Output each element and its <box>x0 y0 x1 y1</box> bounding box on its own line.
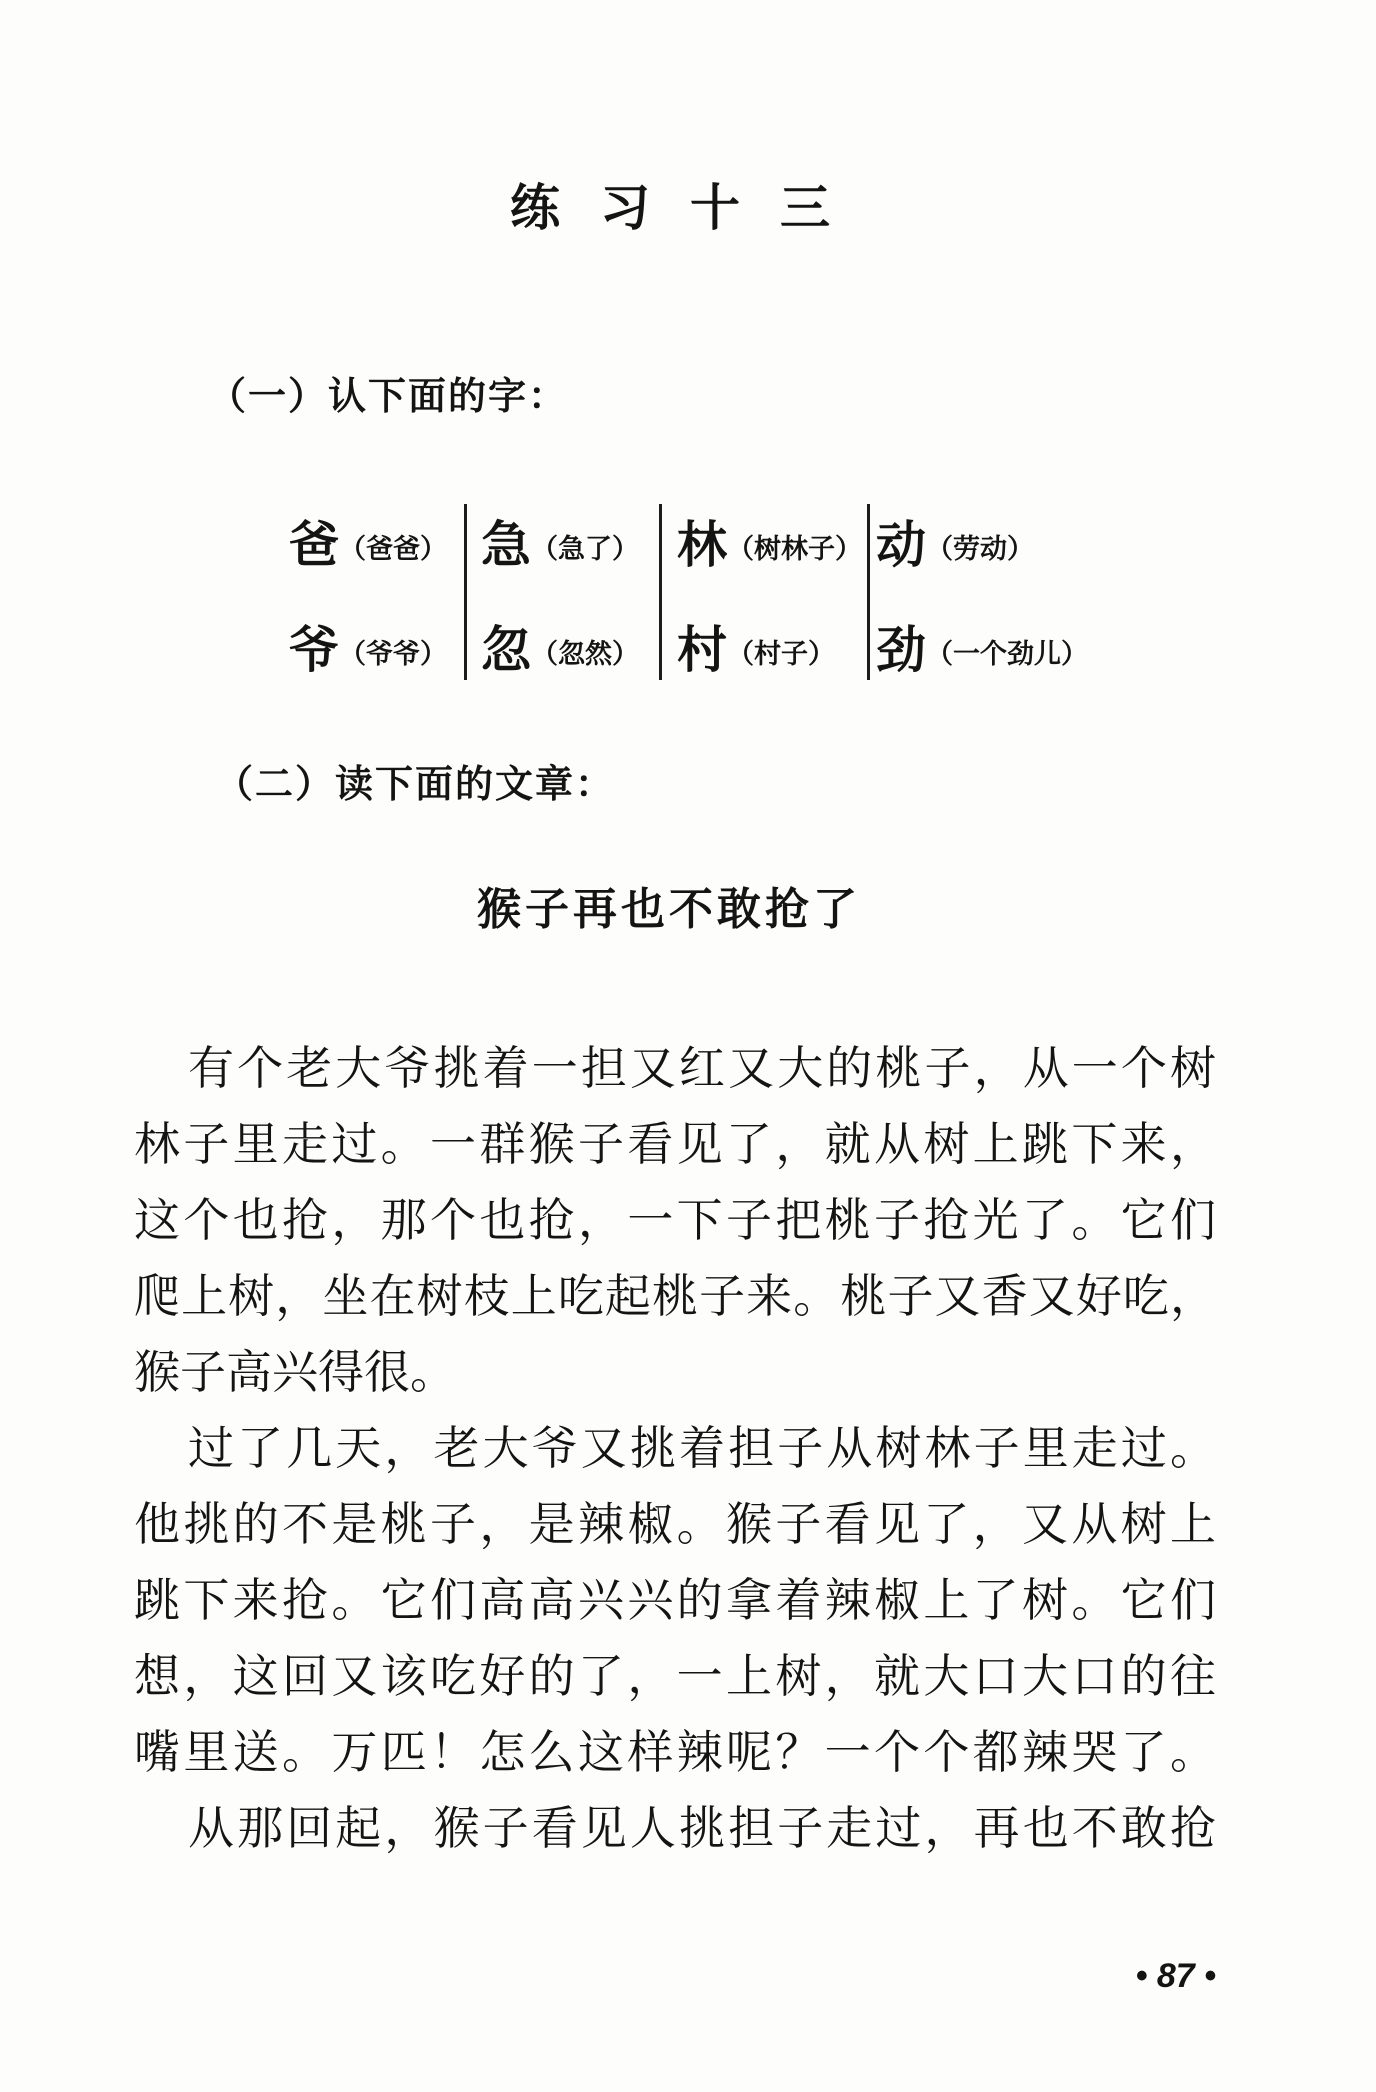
character-entry <box>677 492 862 597</box>
character-entry <box>677 597 862 702</box>
exercise-title: 练习十三 <box>510 178 870 237</box>
example-word: （村子） <box>727 639 835 670</box>
article-body <box>134 1030 1216 1866</box>
example-word: （爷爷） <box>339 639 447 670</box>
character-column <box>289 492 447 702</box>
article-paragraph <box>134 1410 1216 1790</box>
character-entry <box>876 597 1088 702</box>
article-paragraph <box>134 1790 1216 1866</box>
column-divider <box>867 504 870 680</box>
text-line: 他挑的不是桃子，是辣椒。猴子看见了，又从树上 <box>134 1497 1216 1551</box>
text-line: 嘴里送。万匹！怎么这样辣呢？一个个都辣哭了。 <box>134 1725 1216 1779</box>
text-line: 猴子高兴得很。 <box>134 1345 456 1399</box>
text-line: 有个老大爷挑着一担又红又大的桃子，从一个树 <box>188 1041 1216 1095</box>
example-word: （树林子） <box>727 534 862 565</box>
column-divider <box>659 504 662 680</box>
target-character: 劲 <box>876 620 926 679</box>
character-column <box>677 492 862 702</box>
character-entry <box>481 492 639 597</box>
example-word: （急了） <box>531 534 639 565</box>
section-heading-recognize-characters: （一）认下面的字： <box>208 373 569 418</box>
target-character: 爸 <box>289 515 339 574</box>
example-word: （一个劲儿） <box>926 639 1088 670</box>
section-heading-read-article: （二）读下面的文章： <box>215 761 616 806</box>
character-column <box>876 492 1088 702</box>
example-word: （劳动） <box>926 534 1034 565</box>
text-line: 这个也抢，那个也抢，一下子把桃子抢光了。它们 <box>134 1193 1216 1247</box>
target-character: 爷 <box>289 620 339 679</box>
character-column <box>481 492 639 702</box>
text-line: 过了几天，老大爷又挑着担子从树林子里走过。 <box>188 1421 1216 1475</box>
character-entry <box>481 597 639 702</box>
example-word: （忽然） <box>531 639 639 670</box>
text-line: 跳下来抢。它们高高兴兴的拿着辣椒上了树。它们 <box>134 1573 1216 1627</box>
character-entry <box>876 492 1088 597</box>
column-divider <box>464 504 467 680</box>
article-paragraph <box>134 1030 1216 1410</box>
text-line: 爬上树，坐在树枝上吃起桃子来。桃子又香又好吃， <box>134 1269 1216 1323</box>
target-character: 忽 <box>481 620 531 679</box>
text-line: 想，这回又该吃好的了，一上树，就大口大口的往 <box>134 1649 1216 1703</box>
article-title: 猴子再也不敢抢了 <box>477 884 861 935</box>
page-number: • 87 • <box>1135 1957 1216 1995</box>
example-word: （爸爸） <box>339 534 447 565</box>
text-line: 从那回起，猴子看见人挑担子走过，再也不敢抢 <box>188 1801 1216 1855</box>
target-character: 动 <box>876 515 926 574</box>
target-character: 村 <box>677 620 727 679</box>
character-entry <box>289 597 447 702</box>
text-line: 林子里走过。一群猴子看见了，就从树上跳下来， <box>134 1117 1216 1171</box>
character-entry <box>289 492 447 597</box>
target-character: 林 <box>677 515 727 574</box>
target-character: 急 <box>481 515 531 574</box>
